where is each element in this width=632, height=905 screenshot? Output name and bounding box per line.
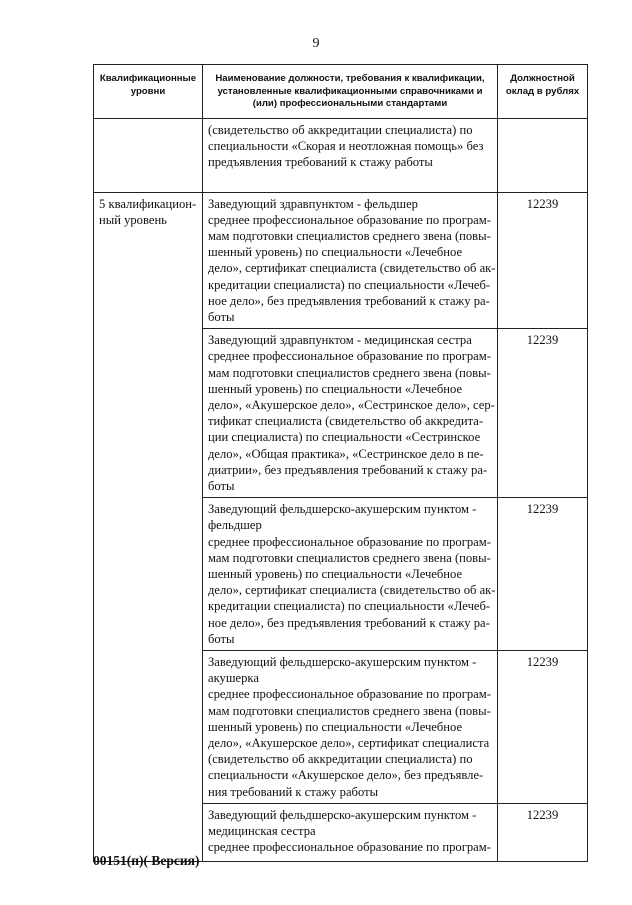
level-line: ный уровень [99, 212, 167, 227]
position-description-cell [203, 498, 498, 651]
level-line: 5 квалификацион- [99, 196, 197, 211]
text-line: среднее профессиональное образование по програм- [208, 687, 491, 702]
text-line: шенный уровень) по специальности «Лечебное [208, 719, 463, 734]
text-line: (свидетельство об аккредитации специалиста) по [208, 122, 473, 137]
text-line: тификат специалиста (свидетельство об аккредита- [208, 414, 484, 429]
text-line: дело», «Акушерское дело», «Сестринское дело», сер- [208, 397, 495, 412]
text-line: ное дело», без предъявления требований к стажу ра- [208, 615, 490, 630]
text-line: среднее профессиональное образование по програм- [208, 349, 491, 364]
text-line: боты [208, 631, 235, 646]
table-header-row [94, 65, 588, 119]
level-cell-empty [94, 118, 203, 192]
text-line: боты [208, 309, 235, 324]
text-line: Заведующий здравпунктом - медицинская сестра [208, 333, 472, 348]
document-code-footer: 00151(п)( Версия) [93, 853, 200, 868]
text-line: предъявления требований к стажу работы [208, 154, 433, 169]
text-line: фельдшер [208, 518, 262, 533]
text-line: мам подготовки специалистов среднего звена (повы- [208, 228, 491, 243]
text-line: мам подготовки специалистов среднего звена (повы- [208, 365, 491, 380]
text-line: Заведующий фельдшерско-акушерским пунктом - [208, 807, 477, 822]
text-line: Заведующий фельдшерско-акушерским пунктом - [208, 502, 477, 517]
text-line: мам подготовки специалистов среднего звена (повы- [208, 703, 491, 718]
text-line: медицинская сестра [208, 824, 316, 839]
page-number: 9 [312, 36, 320, 51]
salary-table [93, 64, 588, 862]
text-line: дело», «Акушерское дело», сертификат специалиста [208, 736, 490, 750]
text-line: ции специалиста) по специальности «Сестринское [208, 430, 481, 445]
text-line: специальности «Скорая и неотложная помощь» без [208, 138, 484, 153]
header-salary: Должностной оклад в рублях [498, 65, 588, 119]
salary-cell: 12239 [498, 803, 588, 861]
text-line: ное дело», без предъявления требований к стажу ра- [208, 293, 490, 308]
salary-cell: 12239 [498, 498, 588, 651]
text-line: мам подготовки специалистов среднего звена (повы- [208, 550, 491, 565]
text-line: Заведующий здравпунктом - фельдшер [208, 196, 418, 211]
header-position-requirements: Наименование должности, требования к квалификации, установленные квалификационными справочниками и (или) профессиональными стандартами [203, 65, 498, 119]
text-line: среднее профессиональное образование по програм- [208, 212, 491, 227]
text-line: дело», сертификат специалиста (свидетельство об ак- [208, 261, 496, 276]
qualification-level-cell [94, 192, 203, 861]
text-line: Заведующий фельдшерско-акушерским пунктом - [208, 654, 477, 669]
text-line: дело», «Общая практика», «Сестринское дело в пе- [208, 446, 484, 461]
text-line: кредитации специалиста) по специальности «Лечеб- [208, 599, 491, 614]
text-line: шенный уровень) по специальности «Лечебное [208, 381, 463, 396]
header-qualification-levels: Квалификационные уровни [94, 65, 203, 119]
position-description-cell [203, 803, 498, 861]
table-row-continuation [94, 118, 588, 192]
text-line: шенный уровень) по специальности «Лечебное [208, 245, 463, 260]
position-description-cell [203, 192, 498, 329]
text-line: акушерка [208, 671, 259, 686]
text-line: диатрии», без предъявления требований к стажу ра- [208, 462, 488, 477]
description-cell-continuation [203, 118, 498, 192]
text-line: боты [208, 478, 235, 493]
text-line: (свидетельство об аккредитации специалиста) по [208, 752, 473, 767]
salary-cell-empty [498, 118, 588, 192]
position-description-cell [203, 329, 498, 498]
salary-cell: 12239 [498, 192, 588, 329]
position-description-cell [203, 650, 498, 803]
text-line: среднее профессиональное образование по програм- [208, 534, 491, 549]
table-row [94, 192, 588, 329]
text-line: кредитации специалиста) по специальности «Лечеб- [208, 277, 491, 292]
salary-cell: 12239 [498, 329, 588, 498]
text-line: ния требований к стажу работы [208, 784, 379, 799]
text-line: дело», сертификат специалиста (свидетельство об ак- [208, 583, 496, 598]
text-line: среднее профессиональное образование по програм- [208, 840, 491, 855]
salary-cell: 12239 [498, 650, 588, 803]
text-line: шенный уровень) по специальности «Лечебное [208, 566, 463, 581]
text-line: специальности «Акушерское дело», без предъявле- [208, 768, 484, 783]
